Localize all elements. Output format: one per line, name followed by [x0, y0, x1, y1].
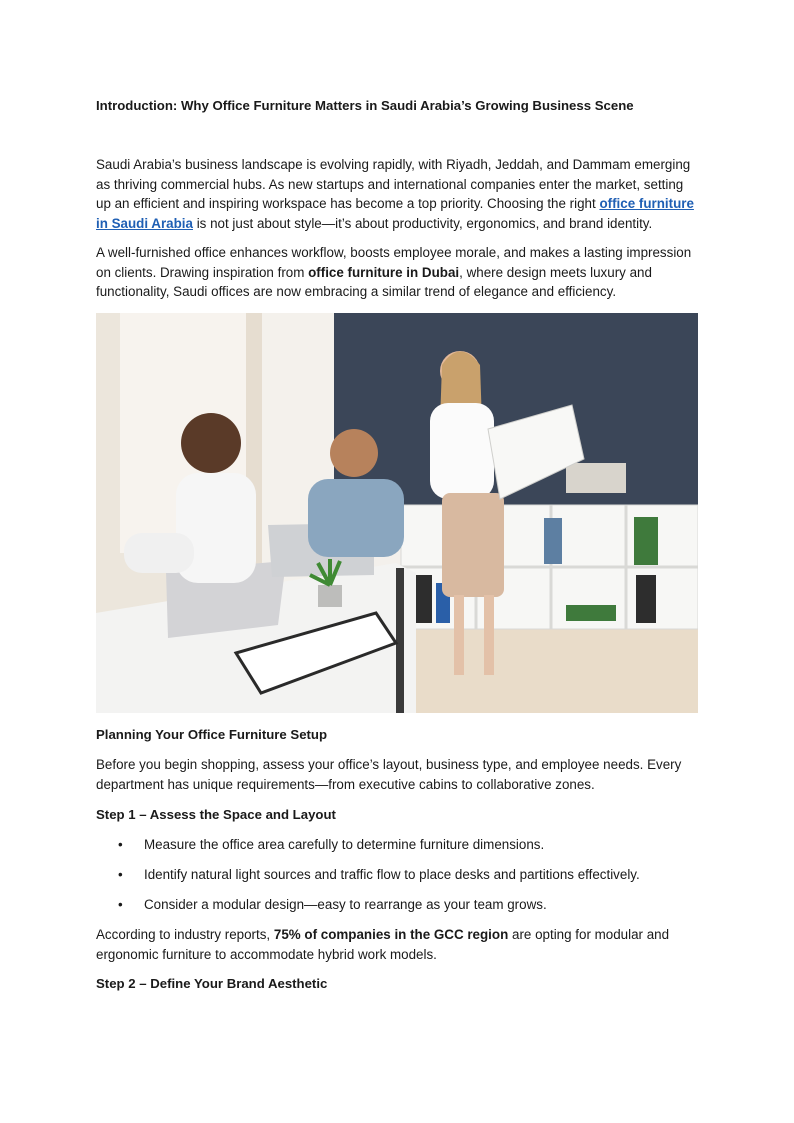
paragraph-industry-text-1: According to industry reports, — [96, 927, 274, 942]
bold-office-furniture-dubai: office furniture in Dubai — [308, 264, 460, 280]
paragraph-intro — [96, 155, 700, 233]
heading-step-2: Step 2 – Define Your Brand Aesthetic — [96, 976, 328, 991]
heading-planning: Planning Your Office Furniture Setup — [96, 727, 328, 742]
link-office-furniture-saudi-arabia[interactable]: office furniture in Saudi Arabia — [96, 196, 694, 231]
heading-step-1: Step 1 – Assess the Space and Layout — [96, 807, 336, 822]
bullet-item: • Measure the office area carefully to determine furniture dimensions. — [96, 835, 700, 855]
bullet-item: • Identify natural light sources and traffic flow to place desks and partitions effectively. — [96, 865, 700, 885]
paragraph-well-furnished — [96, 243, 700, 302]
paragraph-intro-text-1: Saudi Arabia’s business landscape is evolving rapidly, with Riyadh, Jeddah, and Dammam emerging as thriving commercial hubs. As new startups and international companies enter the market, setting up an efficient and inspiring workspace has become a top priority. Choosing the right — [96, 157, 691, 212]
step-1-bullet-list — [96, 835, 700, 915]
paragraph-industry-reports — [96, 925, 700, 964]
paragraph-well-furnished-text-1: A well-furnished office enhances workflow, boosts employee morale, and makes a lasting impression on clients. Drawing inspiration from — [96, 245, 692, 280]
paragraph-industry-text-2: are opting for modular and ergonomic furniture to accommodate hybrid work models. — [96, 927, 670, 962]
paragraph-intro-text-2: is not just about style—it’s about productivity, ergonomics, and brand identity. — [192, 215, 653, 231]
heading-introduction: Introduction: Why Office Furniture Matters in Saudi Arabia’s Growing Business Scene — [96, 98, 634, 113]
office-scene-illustration — [96, 313, 698, 713]
paragraph-well-furnished-text-2: , where design meets luxury and functionality, Saudi offices are now embracing a similar trend of elegance and efficiency. — [96, 264, 652, 300]
bold-gcc-stat: 75% of companies in the GCC region — [273, 927, 509, 942]
bullet-item: • Consider a modular design—easy to rearrange as your team grows. — [96, 895, 700, 915]
paragraph-planning: Before you begin shopping, assess your office’s layout, business type, and employee needs. Every department has unique requirements—from executive cabins to collaborative zones. — [96, 757, 682, 792]
office-meeting-photo — [96, 313, 698, 713]
